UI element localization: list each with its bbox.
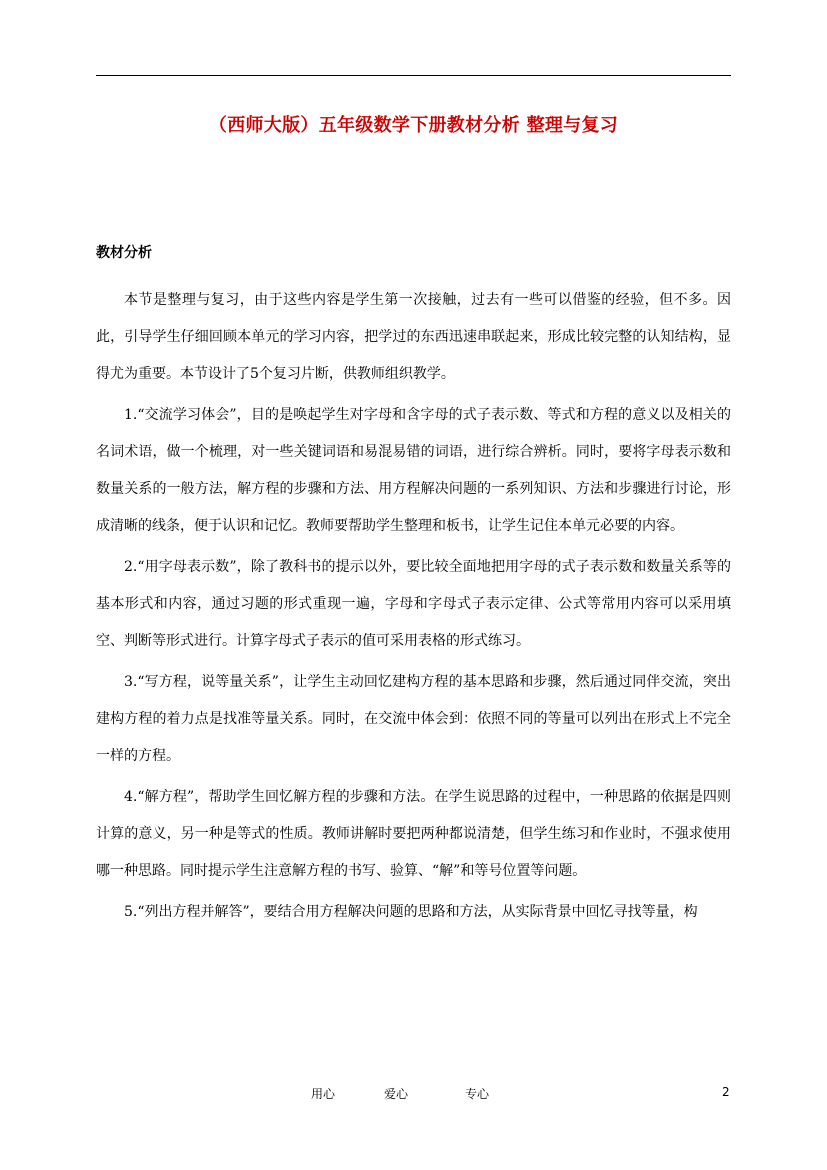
header-rule (96, 75, 731, 76)
footer-word-1: 用心 (311, 1087, 336, 1101)
paragraph-5: 5.“列出方程并解答”，要结合用方程解决问题的思路和方法，从实际背景中回忆寻找等量，构 (124, 904, 698, 920)
document-body (96, 282, 731, 935)
paragraph-2: 2.“用字母表示数”，除了教科书的提示以外，要比较全面地把用字母的式子表示数和数量关系等的基本形式和内容，通过习题的形式重现一遍，字母和字母式子表示定律、公式等常用内容可以采用填空、判断等形式进行。计算字母式子表示的值可采用表格的形式练习。 (96, 559, 731, 649)
paragraph-3: 3.“写方程，说等量关系”，让学生主动回忆建构方程的基本思路和步骤，然后通过同伴交流，突出建构方程的着力点是找准等量关系。同时，在交流中体会到：依照不同的等量可以列出在形式上不完全一样的方程。 (96, 674, 731, 764)
footer-word-2: 爱心 (384, 1087, 409, 1101)
page-number: 2 (722, 1085, 730, 1099)
section-heading: 教材分析 (96, 245, 152, 261)
paragraph-1: 1.“交流学习体会”，目的是唤起学生对字母和含字母的式子表示数、等式和方程的意义以及相关的名词术语，做一个梳理，对一些关键词语和易混易错的词语，进行综合辨析。同时，要将字母表示数和数量关系的一般方法，解方程的步骤和方法、用方程解决问题的一系列知识、方法和步骤进行讨论，形成清晰的线条，便于认识和记忆。教师要帮助学生整理和板书，让学生记住本单元必要的内容。 (96, 407, 731, 534)
paragraph-intro: 本节是整理与复习，由于这些内容是学生第一次接触，过去有一些可以借鉴的经验，但不多。因此，引导学生仔细回顾本单元的学习内容，把学过的东西迅速串联起来，形成比较完整的认知结构，显得尤为重要。本节设计了5个复习片断，供教师组织教学。 (96, 292, 731, 382)
document-title: （西师大版）五年级数学下册教材分析 整理与复习 (208, 115, 619, 136)
page-footer (0, 1085, 827, 1105)
paragraph-4: 4.“解方程”，帮助学生回忆解方程的步骤和方法。在学生说思路的过程中，一种思路的依据是四则计算的意义，另一种是等式的性质。教师讲解时要把两种都说清楚，但学生练习和作业时，不强求使用哪一种思路。同时提示学生注意解方程的书写、验算、“解”和等号位置等问题。 (96, 789, 731, 879)
footer-word-3: 专心 (465, 1087, 490, 1101)
